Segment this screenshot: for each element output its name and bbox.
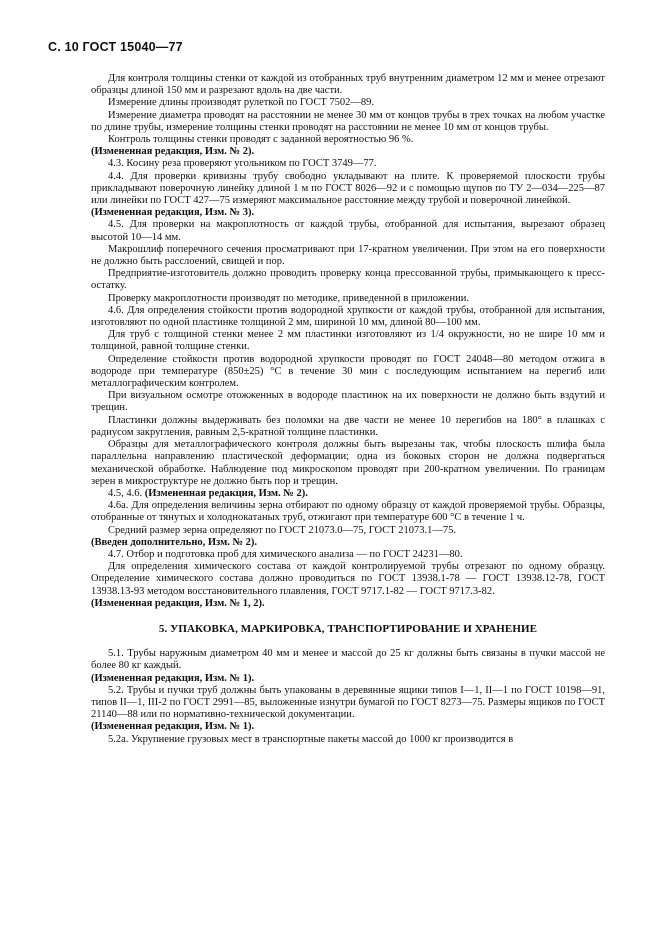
paragraph: Пластинки должны выдерживать без поломки на две части не менее 10 перегибов на 180° в плашках с радиусом закругления, равным 2,5-кратной толщине пластинки. (91, 414, 605, 438)
clause-ref: 4.5, 4.6. (108, 487, 145, 499)
section-4-text (91, 73, 605, 610)
edition-note: (Измененная редакция, Изм. № 1). (91, 721, 255, 733)
edition-note: (Измененная редакция, Изм. № 2). (91, 146, 255, 158)
edition-note: (Измененная редакция, Изм. № 1, 2). (91, 597, 265, 609)
edition-note: (Измененная редакция, Изм. № 1). (91, 672, 255, 684)
paragraph: Средний размер зерна определяют по ГОСТ 21073.0—75, ГОСТ 21073.1—75. (108, 524, 457, 536)
paragraph: Предприятие-изготовитель должно проводить проверку конца прессованной трубы, примыкающего к пресс-остатку. (91, 268, 605, 292)
edition-note: (Введен дополнительно, Изм. № 2). (91, 536, 258, 548)
section-5-title: 5. УПАКОВКА, МАРКИРОВКА, ТРАНСПОРТИРОВАНИЕ И ХРАНЕНИЕ (158, 622, 538, 635)
paragraph: 4.5. Для проверки на макроплотность от каждой трубы, отобранной для испытания, вырезают образец высотой 10—14 мм. (91, 219, 605, 243)
paragraph (91, 488, 605, 500)
paragraph: 5.1. Трубы наружным диаметром 40 мм и менее и массой до 25 кг должны быть связаны в пучки массой не более 80 кг каждый. (91, 648, 605, 672)
paragraph: 4.6а. Для определения величины зерна отбирают по одному образцу от каждой проверяемой трубы. Образцы, отобранные от тянутых и холоднокатаных труб, отжигают при температуре 600 °С в течение 1 ч. (91, 500, 605, 524)
paragraph: 4.7. Отбор и подготовка проб для химического анализа — по ГОСТ 24231—80. (108, 548, 463, 560)
paragraph: 5.2. Трубы и пучки труб должны быть упакованы в деревянные ящики типов I—1, II—1 по ГОСТ 10198—91, типов II—1, III-2 по ГОСТ 2991—85, выложенные изнутри бумагой по ГОСТ 8273—75. Размеры ящиков по ГОСТ 21140—88 или по нормативно-технической документации. (91, 684, 605, 721)
paragraph: Измерение длины производят рулеткой по ГОСТ 7502—89. (108, 97, 375, 109)
paragraph: 5.2а. Укрупнение грузовых мест в транспортные пакеты массой до 1000 кг производится в (108, 733, 514, 745)
paragraph: 4.3. Косину реза проверяют угольником по ГОСТ 3749—77. (108, 158, 377, 170)
paragraph: Контроль толщины стенки проводят с заданной вероятностью 96 %. (108, 134, 414, 146)
paragraph: Проверку макроплотности производят по методике, приведенной в приложении. (108, 292, 469, 304)
section-5-text (91, 648, 605, 746)
paragraph: Для контроля толщины стенки от каждой из отобранных труб внутренним диаметром 12 мм и менее отрезают образцы длиной 150 мм и разрезают вдоль на две части. (91, 73, 605, 97)
paragraph: При визуальном осмотре отожженных в водороде пластинок на их поверхности не должно быть вздутий и трещин. (91, 390, 605, 414)
edition-note: (Измененная редакция, Изм. № 3). (91, 207, 255, 219)
document-body (91, 73, 605, 746)
paragraph: 4.4. Для проверки кривизны трубу свободно укладывают на плите. К проверяемой плоскости трубы прикладывают поверочную линейку длиной 1 м по ГОСТ 8026—92 и с помощью щупов по ТУ 2—034—225—87 или линейки по ГОСТ 427—75 измеряют максимальное расстояние между трубой и поверочной линейкой. (91, 170, 605, 207)
paragraph: Образцы для металлографического контроля должны быть вырезаны так, чтобы плоскость шлифа была параллельна направлению пластической деформации; одна из боковых сторон не должна подвергаться механической обработке. Наблюдение под микроскопом проводят при 200-кратном увеличении. По границам зерен в микроструктуре не должно быть пор и трещин. (91, 439, 605, 487)
page-header: С. 10 ГОСТ 15040—77 (48, 40, 183, 54)
paragraph: 4.6. Для определения стойкости против водородной хрупкости от каждой трубы, отобранной для испытания, изготовляют по одной пластинке толщиной 2 мм, шириной 10 мм, длиной 80—100 мм. (91, 304, 605, 329)
paragraph: Макрошлиф поперечного сечения просматривают при 17-кратном увеличении. При этом на его поверхности не должно быть расслоений, свищей и пор. (91, 243, 605, 268)
paragraph: Для определения химического состава от каждой контролируемой трубы отрезают по одному образцу. Определение химического состава должно проводиться по ГОСТ 13938.1-78 — ГОСТ 13938.12-78, ГОСТ 13938.13-93 методом восстановительного плавления, ГОСТ 9717.1-82 — ГОСТ 9717.3-82. (91, 561, 605, 597)
paragraph: Измерение диаметра проводят на расстоянии не менее 30 мм от концов трубы в трех точках на любом участке по длине трубы, измерение толщины стенки проводят на расстоянии не менее 10 мм от концов трубы. (91, 109, 605, 133)
edition-note: (Измененная редакция, Изм. № 2). (144, 487, 308, 499)
paragraph: Для труб с толщиной стенки менее 2 мм пластинки изготовляют из 1/4 окружности, но не шире 10 мм и толщиной, равной толщине стенки. (91, 329, 605, 353)
paragraph: Определение стойкости против водородной хрупкости проводят по ГОСТ 24048—80 методом отжига в водороде при температуре (850±25) °С в течение 30 мин с последующим испытанием на перегиб или металлографическим контролем. (91, 353, 605, 390)
